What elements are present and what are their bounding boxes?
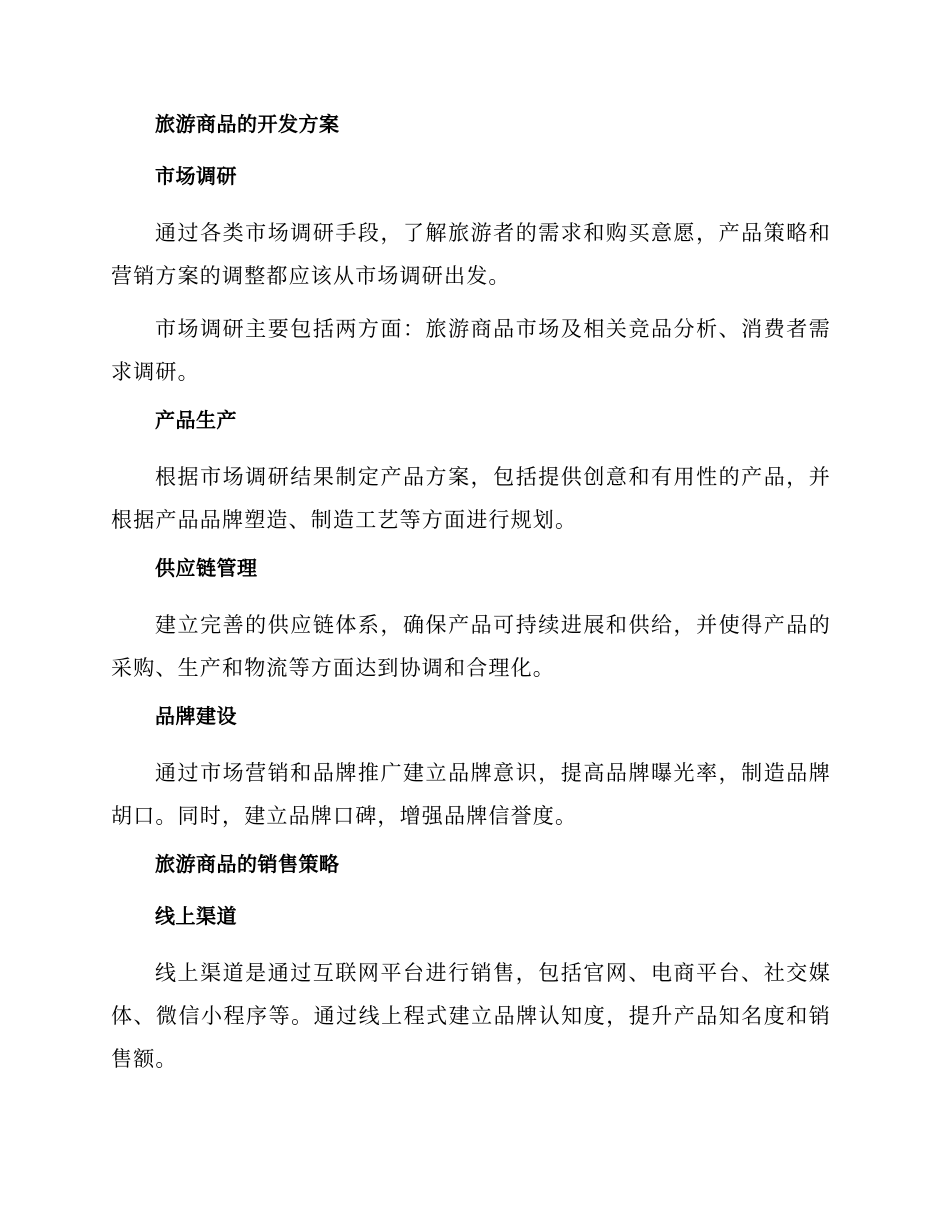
document-title: 旅游商品的开发方案 — [155, 112, 340, 136]
section-heading-online-channels: 线上渠道 — [155, 904, 237, 928]
paragraph: 建立完善的供应链体系，确保产品可持续进展和供给，并使得产品的采购、生产和物流等方面达到协调和合理化。 — [111, 613, 831, 680]
section-heading-supply-chain: 供应链管理 — [155, 556, 258, 580]
paragraph: 通过各类市场调研手段，了解旅游者的需求和购买意愿，产品策略和营销方案的调整都应该从市场调研出发。 — [111, 221, 831, 288]
section-heading-market-research: 市场调研 — [155, 164, 237, 188]
paragraph: 市场调研主要包括两方面：旅游商品市场及相关竞品分析、消费者需求调研。 — [111, 317, 831, 384]
section-heading-production: 产品生产 — [155, 408, 237, 432]
paragraph: 通过市场营销和品牌推广建立品牌意识，提高品牌曝光率，制造品牌胡口。同时，建立品牌口碑，增强品牌信誉度。 — [111, 761, 831, 828]
paragraph: 根据市场调研结果制定产品方案，包括提供创意和有用性的产品，并根据产品品牌塑造、制造工艺等方面进行规划。 — [111, 465, 831, 532]
section-heading-branding: 品牌建设 — [155, 704, 237, 728]
paragraph: 线上渠道是通过互联网平台进行销售，包括官网、电商平台、社交媒体、微信小程序等。通过线上程式建立品牌认知度，提升产品知名度和销售额。 — [111, 961, 831, 1071]
document-body — [111, 108, 831, 1091]
document-title-sales-strategy: 旅游商品的销售策略 — [155, 852, 340, 876]
